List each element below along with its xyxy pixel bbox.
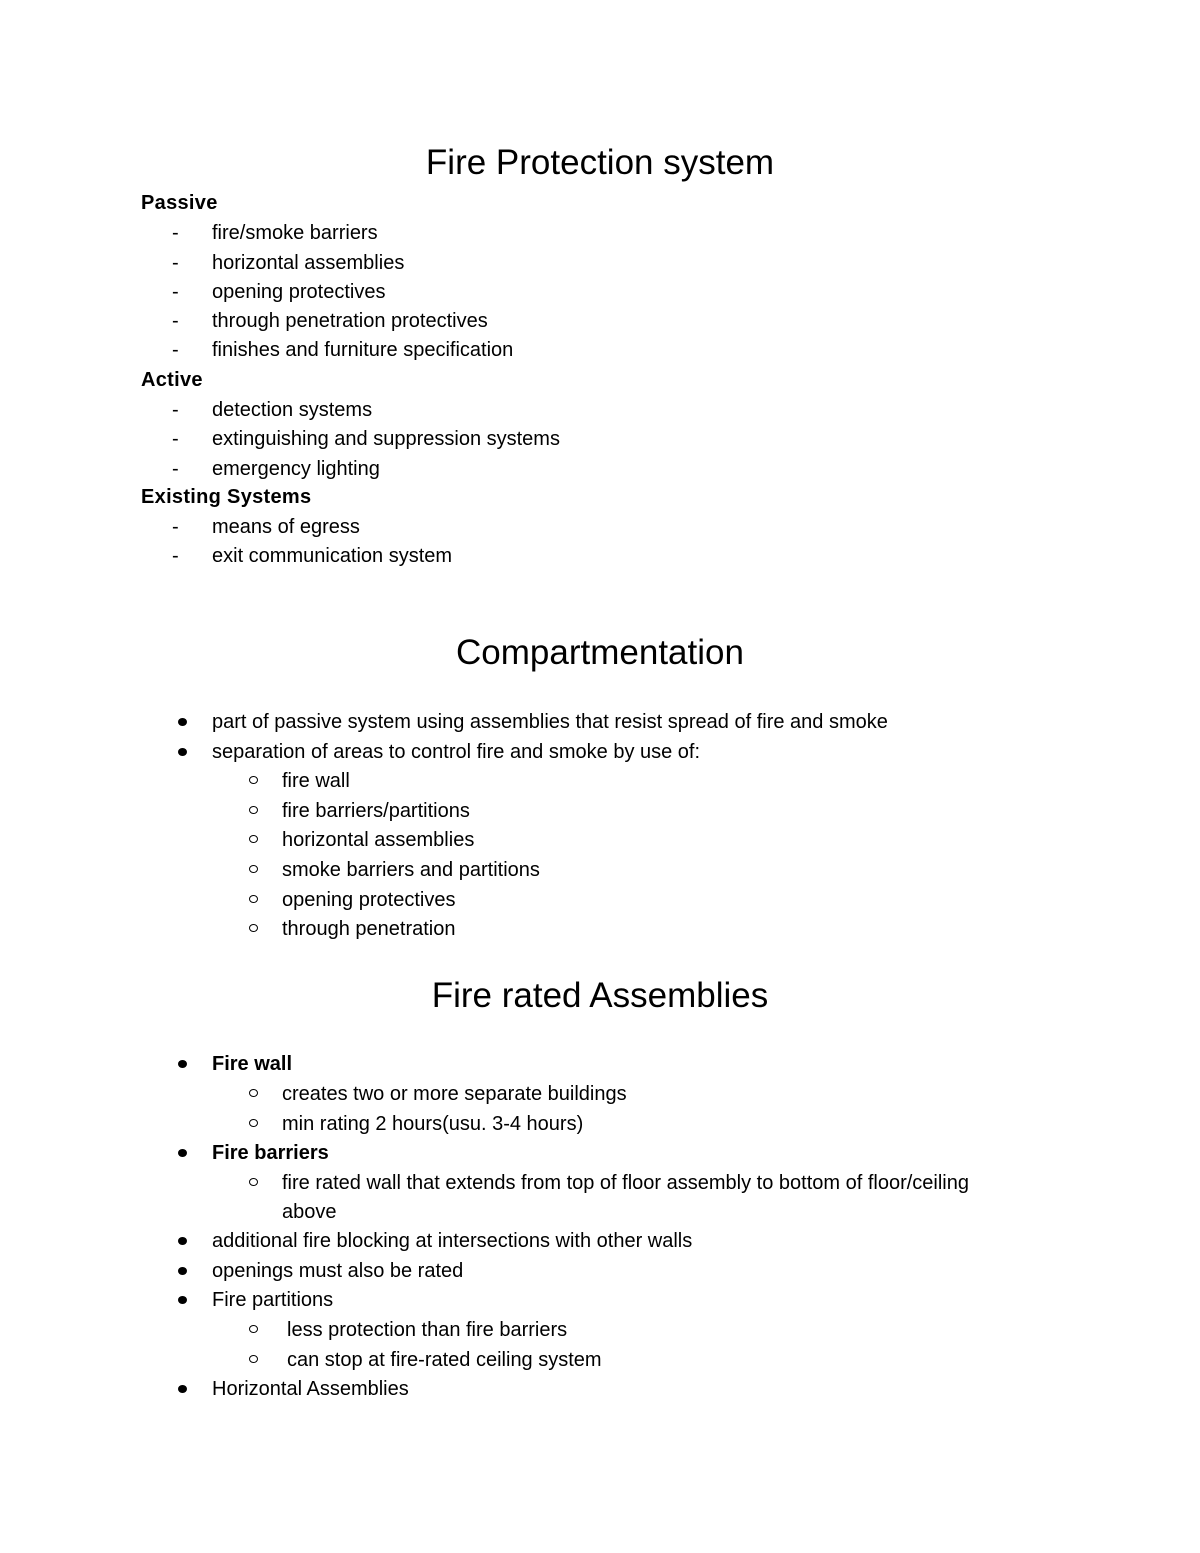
list-item: opening protectives: [212, 281, 386, 303]
sub-list-item: horizontal assemblies: [282, 829, 475, 851]
sub-list-item-continuation: above: [282, 1201, 337, 1223]
section-title-fire-rated-assemblies: Fire rated Assemblies: [431, 976, 769, 1015]
list-item: openings must also be rated: [212, 1260, 464, 1282]
sub-list-item: smoke barriers and partitions: [282, 859, 540, 881]
heading-existing-systems: Existing Systems: [141, 486, 312, 508]
dash-marker: -: [172, 516, 179, 538]
heading-active: Active: [141, 369, 203, 391]
bullet-icon: [178, 1385, 187, 1393]
sub-list-item: fire wall: [282, 770, 350, 792]
list-item: horizontal assemblies: [212, 252, 405, 274]
list-item: exit communication system: [212, 545, 453, 567]
section-title-compartmentation: Compartmentation: [456, 633, 744, 672]
sub-list-item: min rating 2 hours(usu. 3-4 hours): [282, 1113, 584, 1135]
heading-passive: Passive: [141, 192, 218, 214]
circle-bullet-icon: [249, 835, 258, 843]
circle-bullet-icon: [249, 1355, 258, 1363]
circle-bullet-icon: [249, 1119, 258, 1127]
sub-list-item: through penetration: [282, 918, 456, 940]
list-item: detection systems: [212, 399, 373, 421]
list-item-fire-partitions: Fire partitions: [212, 1289, 334, 1311]
circle-bullet-icon: [249, 1325, 258, 1333]
list-item: fire/smoke barriers: [212, 222, 378, 244]
sub-list-item: less protection than fire barriers: [287, 1319, 568, 1341]
bullet-icon: [178, 1267, 187, 1275]
sub-list-item: fire barriers/partitions: [282, 800, 470, 822]
bullet-icon: [178, 748, 187, 756]
dash-marker: -: [172, 252, 179, 274]
list-item: means of egress: [212, 516, 360, 538]
sub-list-item: can stop at fire-rated ceiling system: [287, 1349, 602, 1371]
bullet-icon: [178, 1149, 187, 1157]
list-item: separation of areas to control fire and smoke by use of:: [212, 741, 701, 763]
list-item: additional fire blocking at intersections with other walls: [212, 1230, 693, 1252]
dash-marker: -: [172, 428, 179, 450]
list-item: extinguishing and suppression systems: [212, 428, 560, 450]
dash-marker: -: [172, 310, 179, 332]
list-item: part of passive system using assemblies that resist spread of fire and smoke: [212, 711, 888, 733]
bullet-icon: [178, 1237, 187, 1245]
bullet-icon: [178, 1060, 187, 1068]
circle-bullet-icon: [249, 895, 258, 903]
dash-marker: -: [172, 281, 179, 303]
circle-bullet-icon: [249, 806, 258, 814]
circle-bullet-icon: [249, 776, 258, 784]
circle-bullet-icon: [249, 1089, 258, 1097]
dash-marker: -: [172, 545, 179, 567]
sub-list-item: opening protectives: [282, 889, 456, 911]
circle-bullet-icon: [249, 865, 258, 873]
bullet-icon: [178, 1296, 187, 1304]
circle-bullet-icon: [249, 924, 258, 932]
list-item-fire-wall: Fire wall: [212, 1053, 293, 1075]
list-item: finishes and furniture specification: [212, 339, 514, 361]
sub-list-item: fire rated wall that extends from top of floor assembly to bottom of floor/ceiling: [282, 1172, 969, 1194]
dash-marker: -: [172, 339, 179, 361]
circle-bullet-icon: [249, 1178, 258, 1186]
list-item: emergency lighting: [212, 458, 380, 480]
list-item-fire-barriers: Fire barriers: [212, 1142, 329, 1164]
dash-marker: -: [172, 222, 179, 244]
dash-marker: -: [172, 458, 179, 480]
dash-marker: -: [172, 399, 179, 421]
bullet-icon: [178, 718, 187, 726]
list-item: through penetration protectives: [212, 310, 488, 332]
list-item-horizontal-assemblies: Horizontal Assemblies: [212, 1378, 409, 1400]
page-title: Fire Protection system: [425, 143, 775, 182]
sub-list-item: creates two or more separate buildings: [282, 1083, 627, 1105]
